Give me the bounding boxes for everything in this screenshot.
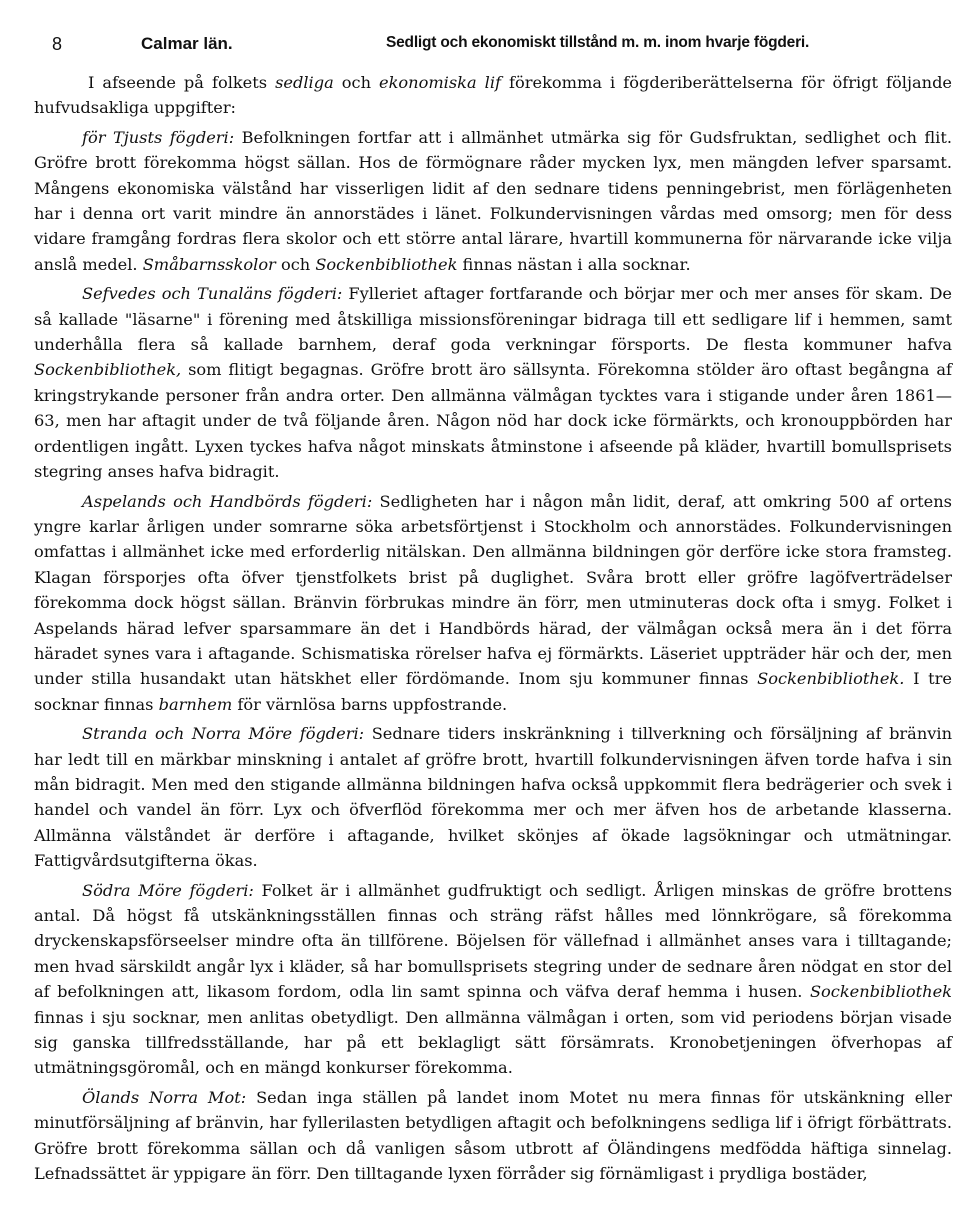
- italic-text: Stranda och Norra Möre fögderi:: [82, 724, 365, 744]
- text-run: och: [275, 254, 316, 274]
- italic-text: Aspelands och Handbörds fögderi:: [82, 491, 373, 511]
- italic-text: ekonomiska lif: [379, 73, 502, 92]
- county-heading: Calmar län.: [141, 34, 233, 53]
- text-run: finnas nästan i alla socknar.: [457, 254, 691, 274]
- italic-text: för Tjusts fögderi:: [82, 127, 235, 147]
- paragraph-olands-norra-mot: [34, 1085, 952, 1187]
- text-run: som flitigt begagnas. Gröfre brott äro sällsynta. Förekomna stölder äro oftast begångna af kringstrykande personer från andra orter. Den allmänna välmågan tycktes vara i stigande under åren 1861—63, men har aftagit under de två följande åren. Någon nöd har dock icke förmärkts, och kronouppbörden har ordentligen ingått. Lyxen tyckes hafva något minskats åtminstone i afseende på kläder, hvartill bomullsprisets stegring anses hafva bidragit.: [34, 360, 952, 482]
- text-run: Sednare tiders inskränkning i tillverkning och försäljning af bränvin har ledt till en märkbar minskning i antalet af gröfre brott, hvartill folkundervisningen äfven torde hafva i sin mån bidragit. Men med den stigande allmänna bildningen hafva också uppkommit flera bedrägerier och svek i handel och vandel än förr. Lyx och öfverflöd förekomma mer och mer äfven hos de arbetande klasserna. Allmänna välståndet är derföre i aftagande, hvilket skönjes af ökade lagsökningar och utmätningar. Fattigvårdsutgifterna ökas.: [34, 724, 952, 871]
- italic-text: Sockenbibliothek,: [34, 360, 182, 380]
- italic-text: Sockenbibliothek: [315, 254, 458, 274]
- page-header: [0, 34, 960, 58]
- paragraph-aspeland-handbord: [34, 489, 952, 718]
- text-run: för värnlösa barns uppfostrande.: [232, 694, 508, 714]
- text-run: Fylleriet aftager fortfarande och börjar mer och mer anses för skam. De så kallade "läsarne" i förening med åtskilliga missionsföreningar bidraga till ett sedligare lif i hemmen, samt underhålla flera så kallade barnhem, deraf goda verkningar försports. De flesta kommuner hafva: [34, 284, 953, 355]
- text-run: finnas i sju socknar, men anlitas obetydligt. Den allmänna välmågan i orten, som vid periodens början visade sig ganska tillfredsställande, har på ett beklagligt sätt försämrats. Kronobetjeningen öfverhopas af utmätningsgöromål, och en mängd konkurser förekomma.: [34, 1007, 952, 1078]
- italic-text: Södra Möre fögderi:: [82, 880, 254, 900]
- paragraph-intro: [34, 70, 952, 121]
- body-text: [34, 70, 952, 1190]
- paragraph-stranda-norra-more: [34, 721, 952, 873]
- italic-text: Sockenbibliothek.: [757, 669, 905, 689]
- text-run: Sedan inga ställen på landet inom Motet nu mera finnas för utskänkning eller minutförsäljning af bränvin, har fyllerilasten betydligen aftagit och befolkningens sedliga lif i öfrigt förbättrats. Gröfre brott förekomma sällan och då vanligen såsom utbrott af Öländingens medfödda häftiga sinnelag. Lefnadssättet är yppigare än förr. Den tilltagande lyxen förråder sig förnämligast i prydliga bostäder,: [34, 1087, 952, 1184]
- italic-text: Sockenbibliothek: [809, 982, 952, 1002]
- text-run: Sedligheten har i någon mån lidit, deraf, att omkring 500 af ortens yngre karlar årligen under somrarne söka arbetsförtjenst i Stockholm och annorstädes. Folkundervisningen omfattas i allmänhet icke med erforderlig nitälskan. Den allmänna bildningen gör derföre icke stora framsteg. Klagan försporjes ofta öfver tjenstfolkets brist på duglighet. Svåra brott eller gröfre lagöfverträdelser förekomma dock högst sällan. Bränvin förbrukas mindre än förr, men utminuteras dock ofta i smyg. Folket i Aspelands härad lefver sparsammare än det i Handbörds härad, der välmågan också mera än i det förra häradet synes vara i aftagande. Schismatiska rörelser hafva ej förmärkts. Läseriet uppträder här och der, men under stilla husandakt utan hätskhet eller fördömande. Inom sju kommuner finnas: [34, 491, 952, 689]
- paragraph-sodra-more: [34, 878, 952, 1081]
- text-run: förekomma i fögderiberättelserna för öfrigt följande hufvudsakliga uppgifter:: [34, 73, 953, 118]
- text-run: och: [333, 73, 380, 92]
- text-run: I tre socknar finnas: [34, 669, 952, 714]
- paragraph-tjust: [34, 125, 952, 277]
- text-run: Befolkningen fortfar att i allmänhet utmärka sig för Gudsfruktan, sedlighet och flit. Gröfre brott förekomma högst sällan. Hos de förmögnare råder mycken lyx, men mängden lefver sparsamt. Mångens ekonomiska välstånd har visserligen lidit af den sednare tidens penningebrist, men förlägenheten har i denna ort varit mindre än annorstädes i länet. Folkundervisningen vårdas med omsorg; men för dess vidare framgång fordras flera skolor och ett större antal lärare, hvartill kommunerna för närvarande icke vilja anslå medel.: [34, 127, 953, 274]
- text-run: I afseende på folkets: [88, 73, 276, 92]
- paragraph-sefvede-tunalan: [34, 281, 952, 484]
- italic-text: barnhem: [158, 694, 233, 714]
- page-title: Sedligt och ekonomiskt tillstånd m. m. inom hvarje fögderi.: [386, 34, 810, 51]
- page-number: 8: [52, 34, 63, 54]
- italic-text: sedliga: [275, 73, 334, 92]
- italic-text: Ölands Norra Mot:: [82, 1087, 247, 1107]
- italic-text: Sefvedes och Tunaläns fögderi:: [82, 284, 343, 304]
- italic-text: Småbarnsskolor: [142, 254, 276, 274]
- text-run: Folket är i allmänhet gudfruktigt och sedligt. Årligen minskas de gröfre brottens antal. Då högst få utskänkningsställen finnas och sträng räfst hålles med lönnkrögare, så förekomma dryckenskapsförseelser mindre ofta än tillförene. Böjelsen för vällefnad i allmänhet anses vara i tilltagande; men hvad särskildt angår lyx i kläder, så har bomullsprisets stegring under de sednare åren nödgat en stor del af befolkningen att, likasom fordom, odla lin samt spinna och väfva deraf hemma i husen.: [34, 880, 952, 1002]
